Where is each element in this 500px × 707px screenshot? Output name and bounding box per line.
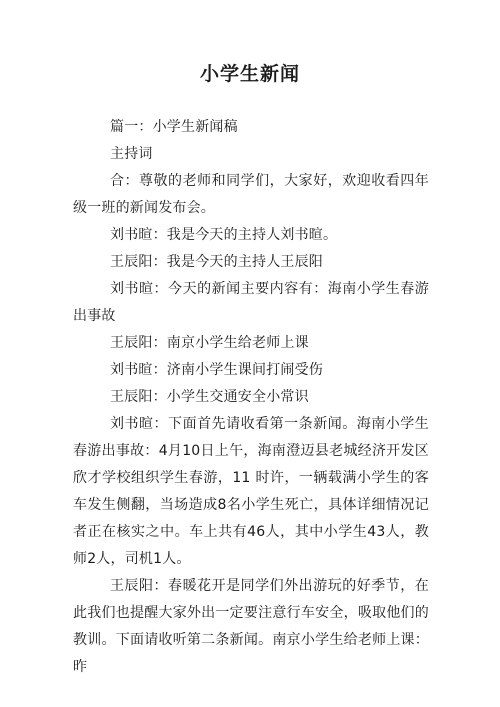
paragraph: 王辰阳：春暖花开是同学们外出游玩的好季节，在此我们也提醒大家外出一定要注意行车安全，吸取他们的教训。下面请收听第二条新闻。南京小学生给老师上课：昨	[73, 578, 429, 675]
document-title: 小学生新闻	[199, 63, 300, 85]
paragraph: 刘书暄：今天的新闻主要内容有：海南小学生春游出事故	[73, 281, 429, 324]
paragraph: 刘书暄：下面首先请收看第一条新闻。海南小学生春游出事故：4月10日上午，海南澄迈县老城经济开发区欣才学校组织学生春游，11 时许，一辆载满小学生的客车发生侧翻，当场造成8名小学生死亡，具体详细情况记者正在核实之中。车上共有46人，其中小学生43人，教师2人，司机1人。	[73, 416, 429, 567]
paragraph: 刘书暄：我是今天的主持人刘书暄。	[110, 227, 338, 243]
paragraph: 主持词	[110, 146, 153, 162]
paragraph: 合：尊敬的老师和同学们，大家好，欢迎收看四年级一班的新闻发布会。	[73, 173, 429, 216]
paragraph: 刘书暄：济南小学生课间打闹受伤	[110, 362, 323, 378]
document-body	[73, 114, 429, 681]
paragraph: 王辰阳：小学生交通安全小常识	[110, 389, 309, 405]
paragraph: 王辰阳：我是今天的主持人王辰阳	[110, 254, 323, 270]
paragraph: 王辰阳：南京小学生给老师上课	[110, 335, 309, 351]
paragraph: 篇一：小学生新闻稿	[110, 119, 238, 135]
